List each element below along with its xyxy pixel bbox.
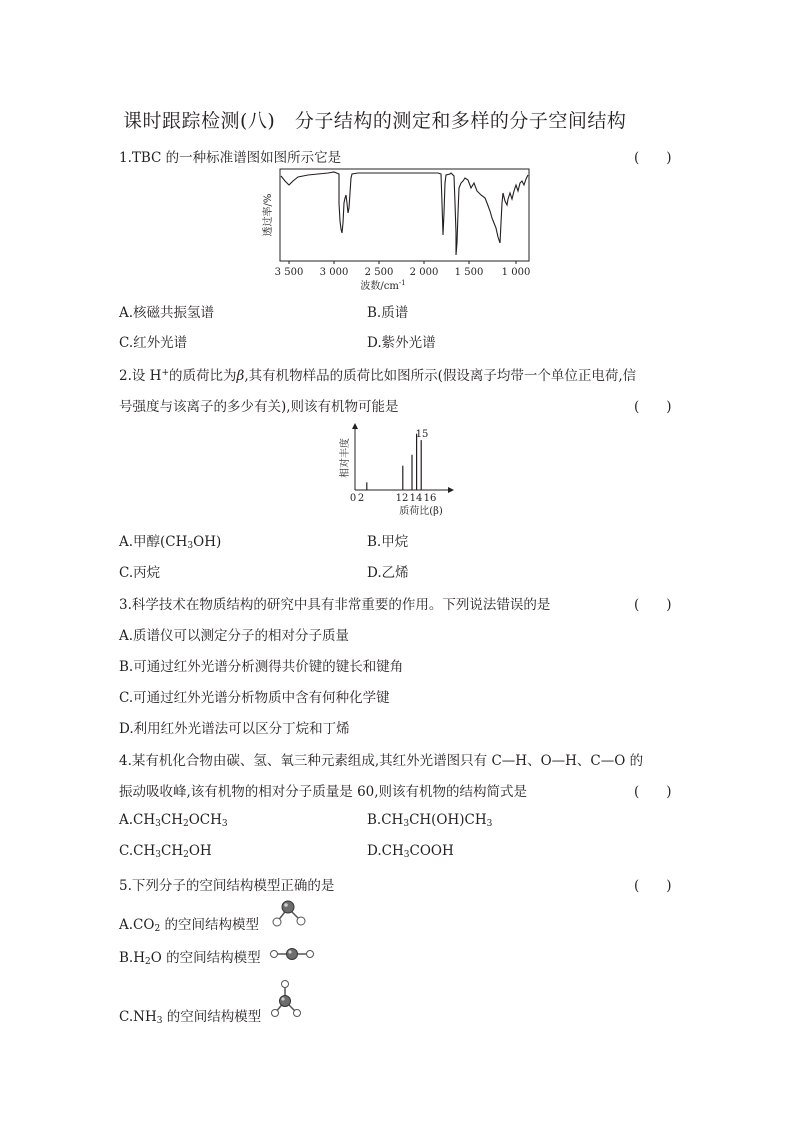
ms-tick-label: 14 xyxy=(409,493,423,504)
question-4-stem-line2: 振动吸收峰,该有机物的相对分子质量是 60,则该有机物的结构简式是 xyxy=(119,784,528,800)
q5-option-a[interactable]: $A.CO_2$ 的空间结构模型 xyxy=(119,917,259,934)
ir-spectrum-chart xyxy=(258,163,543,293)
ms-tick-label: 16 xyxy=(423,493,437,504)
q3-option-a[interactable]: A.质谱仪可以测定分子的相对分子质量 xyxy=(119,628,350,644)
ir-tick-label: 3 500 xyxy=(274,267,304,278)
q2-option-c[interactable]: C.丙烷 xyxy=(119,565,161,581)
question-2-stem-line1: 2.设 H+的质荷比为β,其有机物样品的质荷比如图所示(假设离子均带一个单位正电荷,信 xyxy=(119,368,637,384)
ir-ylabel: 透过率/% xyxy=(263,193,274,237)
ms-tick-label: 12 xyxy=(395,493,409,504)
q2-option-a[interactable]: A.甲醇$(CH_3OH)$ xyxy=(119,534,222,551)
answer-blank-1[interactable]: ( ) xyxy=(634,150,672,166)
q1-option-a[interactable]: A.核磁共振氢谱 xyxy=(119,305,215,321)
ms-ylabel: 相对丰度 xyxy=(340,438,351,478)
q1-option-b[interactable]: B.质谱 xyxy=(367,305,409,321)
q5-option-c[interactable]: $C.NH_3$ 的空间结构模型 xyxy=(119,1009,262,1026)
question-1-stem: 1.TBC 的一种标准谱图如图所示它是 xyxy=(119,150,342,166)
answer-blank-2[interactable]: ( ) xyxy=(634,399,672,415)
question-3-stem: 3.科学技术在物质结构的研究中具有非常重要的作用。下列说法错误的是 xyxy=(119,597,551,613)
q1-option-c[interactable]: C.红外光谱 xyxy=(119,335,188,351)
co2-bent-model xyxy=(268,897,310,929)
q3-option-d[interactable]: D.利用红外光谱法可以区分丁烷和丁烯 xyxy=(119,721,350,737)
page-title: 课时跟踪检测(八) 分子结构的测定和多样的分子空间结构 xyxy=(123,110,627,132)
ir-tick-label: 1 500 xyxy=(454,267,484,278)
q3-option-b[interactable]: B.可通过红外光谱分析测得共价键的键长和键角 xyxy=(119,659,404,675)
answer-blank-4[interactable]: ( ) xyxy=(634,784,672,800)
q4-option-b[interactable]: $B.CH_3CH(OH)CH_3$ xyxy=(367,812,493,829)
answer-blank-3[interactable]: ( ) xyxy=(634,597,672,613)
question-5-stem: 5.下列分子的空间结构模型正确的是 xyxy=(119,878,335,894)
question-4-stem-line1: 4.某有机化合物由碳、氢、氧三种元素组成,其红外光谱图只有 C—H、O—H、C—O 的 xyxy=(119,753,644,769)
ir-tick-label: 1 000 xyxy=(501,267,531,278)
ms-tick-label: 0 xyxy=(349,493,357,504)
ms-bars xyxy=(367,434,421,490)
question-2-stem-line2: 号强度与该离子的多少有关),则该有机物可能是 xyxy=(119,399,399,415)
q4-option-c[interactable]: $C.CH_3CH_2OH$ xyxy=(119,843,212,860)
ms-tick-label: 2 xyxy=(357,493,365,504)
ms-xlabel: 质荷比(β) xyxy=(399,506,443,517)
nh3-planar-model xyxy=(270,977,310,1023)
q2-option-b[interactable]: B.甲烷 xyxy=(367,534,409,550)
q1-option-d[interactable]: D.紫外光谱 xyxy=(367,335,436,351)
q4-option-a[interactable]: $A.CH_3CH_2OCH_3$ xyxy=(119,812,228,829)
mass-spectrum-chart xyxy=(335,422,460,520)
ms-peak-label: 15 xyxy=(415,429,429,440)
q3-option-c[interactable]: C.可通过红外光谱分析物质中含有何种化学键 xyxy=(119,690,390,706)
ir-tick-label: 3 000 xyxy=(319,267,349,278)
ir-xlabel: 波数$/cm^{-1}$ xyxy=(360,279,406,292)
answer-blank-5[interactable]: ( ) xyxy=(634,878,672,894)
ir-spectrum-curve xyxy=(281,172,528,255)
ir-tick-label: 2 500 xyxy=(364,267,394,278)
q2-option-d[interactable]: D.乙烯 xyxy=(367,565,409,581)
h2o-linear-model xyxy=(268,945,318,963)
q4-option-d[interactable]: $D.CH_3COOH$ xyxy=(367,843,454,860)
ir-tick-label: 2 000 xyxy=(409,267,439,278)
q5-option-b[interactable]: $B.H_2O$ 的空间结构模型 xyxy=(119,950,261,967)
